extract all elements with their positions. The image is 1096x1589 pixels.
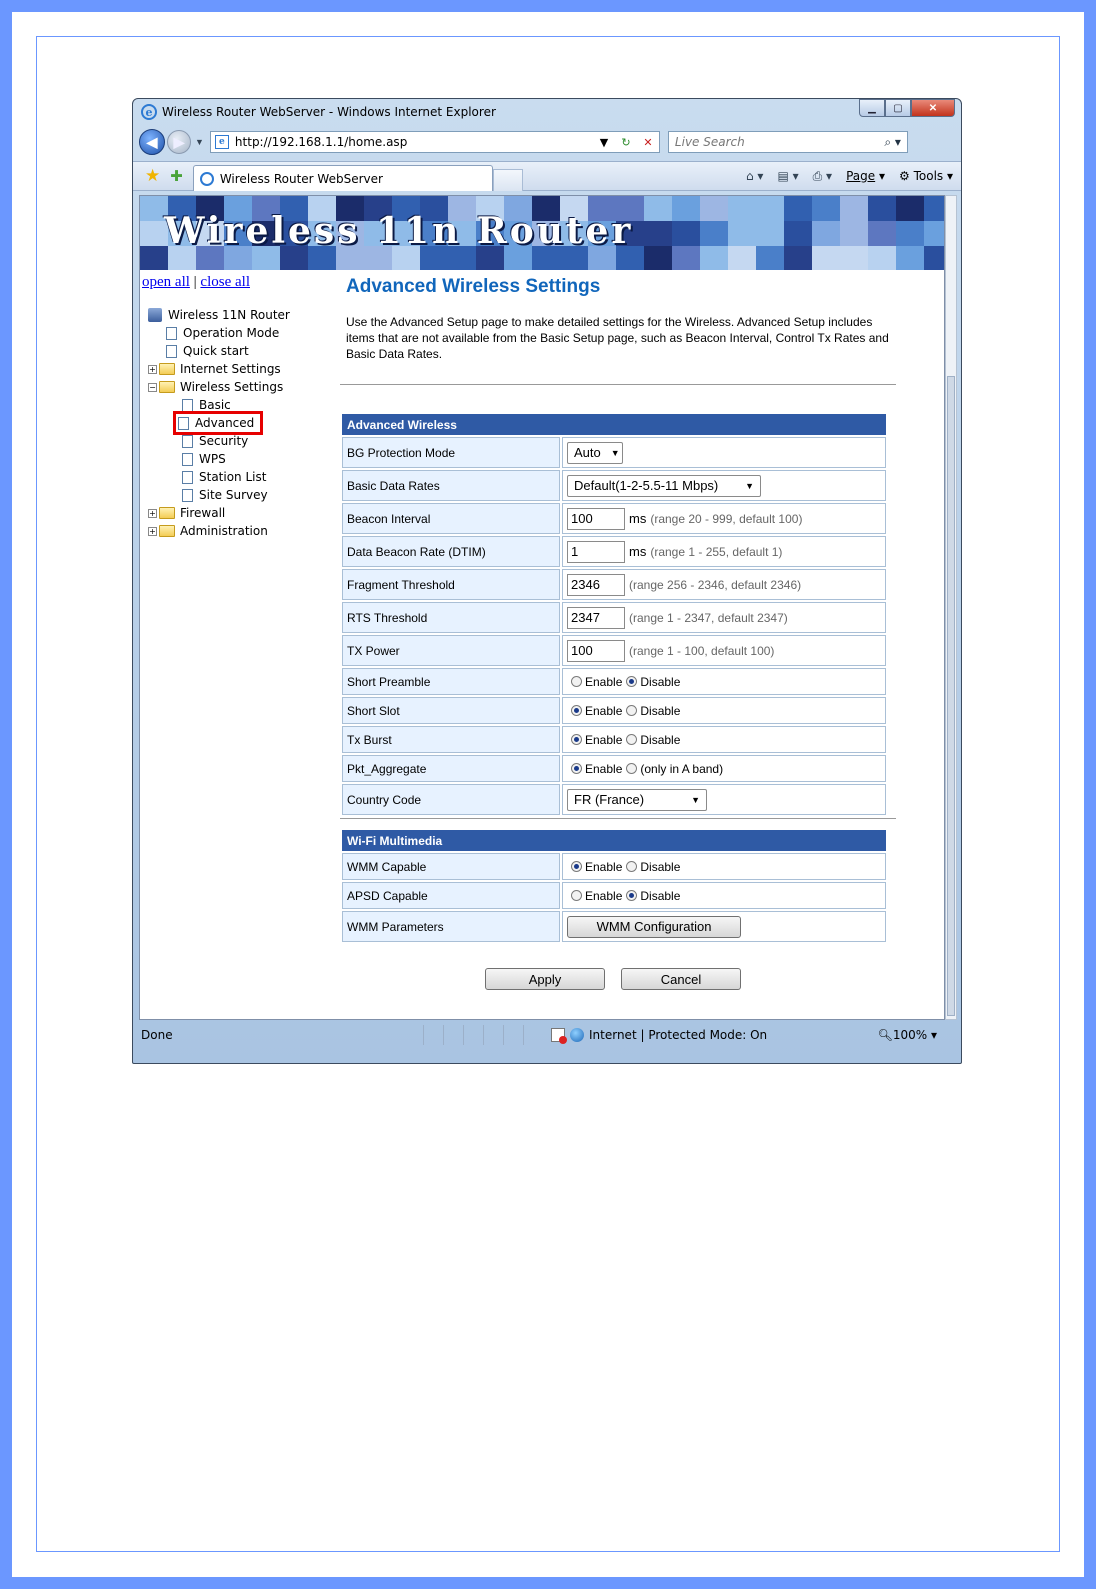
scrollbar-thumb[interactable] — [947, 376, 955, 1016]
add-favorites-icon[interactable]: ✚ — [170, 168, 183, 185]
tree-label: Advanced — [195, 416, 255, 430]
address-bar[interactable] — [210, 131, 660, 153]
banner-tile — [924, 246, 945, 270]
status-bar — [139, 1023, 957, 1047]
tree-label: Operation Mode — [183, 326, 280, 340]
range-hint: (range 1 - 100, default 100) — [629, 644, 775, 658]
tools-menu[interactable]: ⚙ Tools ▾ — [899, 169, 953, 183]
chevron-down-icon: ▼ — [610, 447, 620, 458]
fragment-threshold-input[interactable]: 2346 — [567, 574, 625, 596]
beacon-interval-label: Beacon Interval — [342, 503, 560, 534]
folder-icon — [159, 507, 175, 519]
range-hint: (range 20 - 999, default 100) — [650, 512, 803, 526]
tx-power-input[interactable]: 100 — [567, 640, 625, 662]
banner-tile — [672, 221, 700, 246]
search-input[interactable] — [668, 131, 908, 153]
short-slot-enable-radio[interactable] — [571, 705, 582, 716]
radio-label: Disable — [640, 674, 681, 689]
country-code-select[interactable] — [567, 789, 707, 811]
banner-tile — [700, 246, 728, 270]
page-icon — [178, 417, 189, 430]
tools-menu-label: Tools — [913, 169, 944, 183]
status-segment — [523, 1025, 543, 1045]
banner-tile — [672, 196, 700, 221]
favorites-star-icon[interactable]: ★ — [145, 166, 161, 185]
globe-icon — [570, 1028, 584, 1042]
banner-tile — [756, 221, 784, 246]
banner-tile — [644, 196, 672, 221]
new-tab-button[interactable] — [493, 169, 523, 191]
divider — [340, 384, 896, 385]
radio-label: Enable — [585, 674, 623, 689]
security-zone[interactable] — [551, 1028, 767, 1042]
range-hint: (range 1 - 255, default 1) — [650, 545, 783, 559]
folder-icon — [159, 525, 175, 537]
wmm-parameters-label: WMM Parameters — [342, 911, 560, 942]
page-icon — [182, 489, 193, 502]
page-icon — [166, 327, 177, 340]
radio-label: Enable — [585, 888, 623, 903]
popup-blocked-icon[interactable] — [551, 1028, 565, 1042]
pkt-aggregate-label: Pkt_Aggregate — [342, 755, 560, 782]
pkt-aggregate-enable-radio[interactable] — [571, 763, 582, 774]
divider — [340, 818, 896, 819]
search-placeholder: Live Search — [674, 135, 745, 149]
tree-label: Security — [199, 434, 249, 448]
folder-open-icon — [159, 381, 175, 393]
unit-label: ms — [629, 511, 647, 526]
tree-item-station-list[interactable] — [182, 468, 266, 486]
short-preamble-label: Short Preamble — [342, 668, 560, 695]
advanced-wireless-table — [340, 412, 888, 817]
expand-icon[interactable]: + — [149, 526, 156, 536]
status-text: Done — [141, 1028, 173, 1042]
address-text: http://192.168.1.1/home.asp — [234, 135, 408, 149]
short-slot-disable-radio[interactable] — [626, 705, 637, 716]
collapse-icon[interactable]: − — [149, 382, 156, 392]
tree-label: Station List — [199, 470, 267, 484]
window-title: Wireless Router WebServer - Windows Internet Explorer — [162, 105, 496, 119]
country-code-label: Country Code — [342, 784, 560, 815]
page-menu-label: Page — [846, 169, 876, 183]
banner-tile — [728, 221, 756, 246]
page-menu[interactable]: Page ▾ — [846, 169, 885, 183]
apsd-capable-enable-radio[interactable] — [571, 890, 582, 901]
navigation-bar — [133, 127, 961, 157]
banner-tile — [700, 221, 728, 246]
forward-button[interactable]: ▶ — [167, 130, 191, 154]
radio-label: (only in A band) — [640, 761, 724, 776]
banner-tile — [644, 246, 672, 270]
apsd-capable-disable-radio[interactable] — [626, 890, 637, 901]
short-preamble-disable-radio[interactable] — [626, 676, 637, 687]
folder-icon — [159, 363, 175, 375]
banner-tile — [728, 196, 756, 221]
vertical-scrollbar[interactable] — [945, 195, 957, 1020]
page-title: Advanced Wireless Settings — [346, 276, 601, 297]
page-icon — [182, 471, 193, 484]
tree-item-basic[interactable] — [182, 396, 231, 414]
close-button[interactable]: ✕ — [911, 99, 955, 117]
status-segment — [463, 1025, 483, 1045]
radio-label: Disable — [640, 732, 681, 747]
range-hint: (range 256 - 2346, default 2346) — [629, 578, 802, 592]
banner-tile — [840, 246, 868, 270]
back-button[interactable]: ◀ — [139, 129, 165, 155]
select-value: Auto — [574, 445, 601, 460]
banner-title: Wireless 11n Router — [164, 210, 634, 252]
range-hint: (range 1 - 2347, default 2347) — [629, 611, 788, 625]
tree-item-administration[interactable] — [148, 522, 268, 540]
banner-tile — [728, 246, 756, 270]
banner-tile — [868, 196, 896, 221]
zoom-control[interactable]: 🔍︎100% ▾ — [877, 1028, 937, 1042]
short-preamble-enable-radio[interactable] — [571, 676, 582, 687]
tx-burst-label: Tx Burst — [342, 726, 560, 753]
radio-label: Disable — [640, 888, 681, 903]
zone-text: Internet | Protected Mode: On — [589, 1028, 768, 1042]
radio-label: Enable — [585, 703, 623, 718]
command-bar — [133, 161, 961, 191]
banner-tile — [868, 246, 896, 270]
print-icon[interactable]: ⎙ ▾ — [812, 168, 833, 183]
home-icon[interactable]: ⌂ ▾ — [745, 169, 764, 183]
banner-tile — [784, 196, 812, 221]
tree-label: Internet Settings — [180, 362, 281, 376]
banner-tile — [868, 221, 896, 246]
zoom-icon: 🔍︎ — [877, 1028, 893, 1042]
page-icon: e — [215, 135, 229, 149]
tree-item-site-survey[interactable] — [182, 486, 268, 504]
apsd-capable-label: APSD Capable — [342, 882, 560, 909]
pkt-aggregate-a-band-radio[interactable] — [626, 763, 637, 774]
radio-label: Disable — [640, 859, 681, 874]
radio-label: Disable — [640, 703, 681, 718]
tree-label: Quick start — [183, 344, 249, 358]
router-icon — [148, 308, 162, 322]
page-icon — [166, 345, 177, 358]
banner-tile — [784, 221, 812, 246]
page-icon — [182, 399, 193, 412]
tab-title: Wireless Router WebServer — [219, 171, 383, 186]
tree-item-operation-mode[interactable] — [166, 324, 279, 342]
tab-ie-icon — [200, 172, 214, 186]
title-bar — [133, 99, 961, 125]
link-separator: | — [193, 274, 197, 290]
section-header: Wi-Fi Multimedia — [342, 830, 886, 851]
banner-tile — [644, 221, 672, 246]
banner-tile — [924, 221, 945, 246]
tree-label: Wireless 11N Router — [168, 308, 290, 322]
beacon-interval-input[interactable]: 100 — [567, 508, 625, 530]
fragment-threshold-label: Fragment Threshold — [342, 569, 560, 600]
unit-label: ms — [629, 544, 647, 559]
tree-item-firewall[interactable] — [148, 504, 225, 522]
banner-tile — [840, 221, 868, 246]
tree-label: Basic — [199, 398, 231, 412]
banner-tile — [896, 246, 924, 270]
cancel-button[interactable]: Cancel — [621, 968, 741, 990]
close-all-link[interactable]: close all — [200, 274, 250, 290]
banner-tile — [700, 196, 728, 221]
tree-item-security[interactable] — [182, 432, 248, 450]
expand-icon[interactable]: + — [149, 508, 156, 518]
banner-tile — [812, 246, 840, 270]
basic-data-rates-label: Basic Data Rates — [342, 470, 560, 501]
rts-threshold-label: RTS Threshold — [342, 602, 560, 633]
tree-label: Firewall — [180, 506, 226, 520]
wifi-multimedia-table — [340, 828, 888, 944]
refresh-icon[interactable]: ↻ — [621, 135, 631, 149]
banner-tile — [812, 221, 840, 246]
tree-item-root[interactable] — [148, 306, 290, 324]
tx-burst-disable-radio[interactable] — [626, 734, 637, 745]
banner-tile — [672, 246, 700, 270]
minimize-button[interactable]: ▁ — [859, 99, 885, 117]
rts-threshold-input[interactable]: 2347 — [567, 607, 625, 629]
browser-window — [132, 98, 962, 1064]
banner — [140, 196, 945, 270]
tree-item-internet-settings[interactable] — [148, 360, 281, 378]
chevron-down-icon: ▼ — [691, 794, 700, 805]
section-header: Advanced Wireless — [342, 414, 886, 435]
page-icon — [182, 435, 193, 448]
select-value: Default(1-2-5.5-11 Mbps) — [574, 478, 719, 493]
tree-links — [142, 274, 250, 291]
banner-tile — [756, 246, 784, 270]
status-segment — [423, 1025, 443, 1045]
banner-tile — [812, 196, 840, 221]
status-segment — [483, 1025, 503, 1045]
banner-tile — [896, 196, 924, 221]
bg-protection-label: BG Protection Mode — [342, 437, 560, 468]
wmm-capable-disable-radio[interactable] — [626, 861, 637, 872]
tree-label: Administration — [180, 524, 268, 538]
wmm-configuration-button[interactable]: WMM Configuration — [567, 916, 741, 938]
tree-label: Wireless Settings — [180, 380, 284, 394]
gear-icon: ⚙ — [899, 169, 910, 183]
dtim-label: Data Beacon Rate (DTIM) — [342, 536, 560, 567]
tree-label: WPS — [199, 452, 226, 466]
radio-label: Enable — [585, 732, 623, 747]
address-dropdown-icon[interactable]: ▼ — [599, 135, 609, 149]
banner-tile — [924, 196, 945, 221]
select-value: FR (France) — [574, 792, 645, 807]
status-segment — [503, 1025, 523, 1045]
apply-button[interactable]: Apply — [485, 968, 605, 990]
radio-label: Enable — [585, 761, 623, 776]
expand-icon[interactable]: + — [149, 364, 156, 374]
banner-tile — [840, 196, 868, 221]
chevron-down-icon: ▼ — [745, 480, 754, 491]
banner-tile — [896, 221, 924, 246]
feeds-icon[interactable]: ▤ ▾ — [777, 169, 799, 183]
tree-item-quick-start[interactable] — [166, 342, 249, 360]
page-icon — [182, 453, 193, 466]
tx-power-label: TX Power — [342, 635, 560, 666]
short-slot-label: Short Slot — [342, 697, 560, 724]
tree-item-wps[interactable] — [182, 450, 226, 468]
tab-current[interactable] — [193, 165, 493, 191]
search-icon[interactable]: ⌕ ▾ — [884, 134, 901, 149]
banner-tile — [756, 196, 784, 221]
radio-label: Enable — [585, 859, 623, 874]
zoom-level: 100% — [892, 1028, 928, 1042]
tree-item-advanced[interactable] — [176, 414, 260, 432]
wmm-capable-enable-radio[interactable] — [571, 861, 582, 872]
wmm-capable-label: WMM Capable — [342, 853, 560, 880]
tx-burst-enable-radio[interactable] — [571, 734, 582, 745]
basic-data-rates-select[interactable] — [567, 475, 761, 497]
stop-icon[interactable]: ✕ — [643, 135, 653, 149]
tree-item-wireless-settings[interactable] — [148, 378, 283, 396]
maximize-button[interactable]: ▢ — [885, 99, 911, 117]
banner-tile — [784, 246, 812, 270]
intro-text: Use the Advanced Setup page to make detailed settings for the Wireless. Advanced Setup includes items that are not available from the Basic Setup page, such as Beacon Interval, Control Tx Rates and Basic Data Rates. — [346, 315, 889, 361]
page-viewport — [139, 195, 945, 1020]
ie-icon: e — [141, 104, 157, 120]
open-all-link[interactable]: open all — [142, 274, 190, 290]
bg-protection-select[interactable] — [567, 442, 623, 464]
status-segment — [443, 1025, 463, 1045]
tree-label: Site Survey — [199, 488, 268, 502]
recent-pages-dropdown[interactable]: ▼ — [195, 137, 204, 147]
dtim-input[interactable]: 1 — [567, 541, 625, 563]
